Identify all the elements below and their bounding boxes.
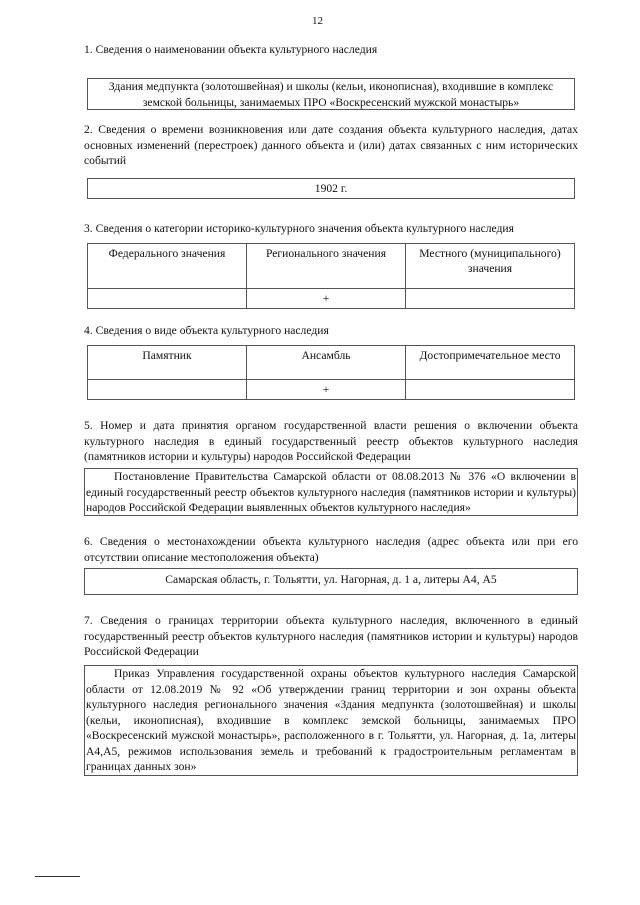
header-ensemble: Ансамбль xyxy=(247,346,406,380)
address-value: Самарская область, г. Тольятти, ул. Нагорная, д. 1 а, литеры А4, А5 xyxy=(165,573,497,586)
date-box xyxy=(87,178,575,199)
section-3-heading: 3. Сведения о категории историко-культурного значения объекта культурного наследия xyxy=(84,222,514,235)
value-ensemble: + xyxy=(247,380,406,400)
header-local: Местного (муниципального) значения xyxy=(406,244,575,289)
section-2-heading: 2. Сведения о времени возникновения или дате создания объекта культурного наследия, датах основных изменений (перестроек) данного объекта и (или) датах связанных с ним исторических событий xyxy=(84,123,578,167)
category-table xyxy=(87,243,575,309)
date-value: 1902 г. xyxy=(314,182,348,195)
section-1-heading: 1. Сведения о наименовании объекта культурного наследия xyxy=(84,43,378,56)
boundaries-value: Приказ Управления государственной охраны объектов культурного наследия Самарской области от 12.08.2019 № 92 «Об утверждении границ территории и зон охраны объекта культурного наследия регионального значения «Здания медпункта (золотошвейная) и школы (кельи, иконописная), входившие в комплекс земской больницы, занимаемых ПРО «Воскресенский мужской монастырь», расположенного в г. Тольятти, ул. Нагорная, д. 1а, литеры А4,А5, режимов использования земель и требований к градостроительным регламентам в границах данных зон» xyxy=(86,667,576,773)
header-monument: Памятник xyxy=(88,346,247,380)
header-landmark: Достопримечательное место xyxy=(406,346,575,380)
registry-decision-box xyxy=(84,468,578,516)
section-5-heading: 5. Номер и дата принятия органом государственной власти решения о включении объекта культурного наследия в единый государственный реестр объектов культурного наследия (памятников истории и культуры) народов Российской Федерации xyxy=(84,419,578,463)
type-table xyxy=(87,345,575,400)
address-box xyxy=(84,568,578,595)
header-federal: Федерального значения xyxy=(88,244,247,289)
value-local xyxy=(406,289,575,309)
page-number: 12 xyxy=(312,15,323,27)
section-4-heading: 4. Сведения о виде объекта культурного наследия xyxy=(84,324,329,337)
footnote-divider xyxy=(35,876,80,877)
value-landmark xyxy=(406,380,575,400)
value-regional: + xyxy=(247,289,406,309)
object-name-box xyxy=(87,78,575,110)
value-monument xyxy=(88,380,247,400)
value-federal xyxy=(88,289,247,309)
section-7-heading: 7. Сведения о границах территории объекта культурного наследия, включенного в единый государственный реестр объектов культурного наследия (памятников истории и культуры) народов Российской Федерации xyxy=(84,614,578,658)
section-6-heading: 6. Сведения о местонахождении объекта культурного наследия (адрес объекта или при его отсутствии описание местоположения объекта) xyxy=(84,535,578,564)
header-regional: Регионального значения xyxy=(247,244,406,289)
boundaries-box xyxy=(84,665,578,776)
object-name-value: Здания медпункта (золотошвейная) и школы (кельи, иконописная), входившие в комплекс земской больницы, занимаемых ПРО «Воскресенский мужской монастырь» xyxy=(108,80,554,109)
registry-decision-value: Постановление Правительства Самарской области от 08.08.2013 № 376 «О включении в единый государственный реестр объектов культурного наследия (памятников истории и культуры) народов Российской Федерации выявленных объектов культурного наследия» xyxy=(86,470,576,514)
